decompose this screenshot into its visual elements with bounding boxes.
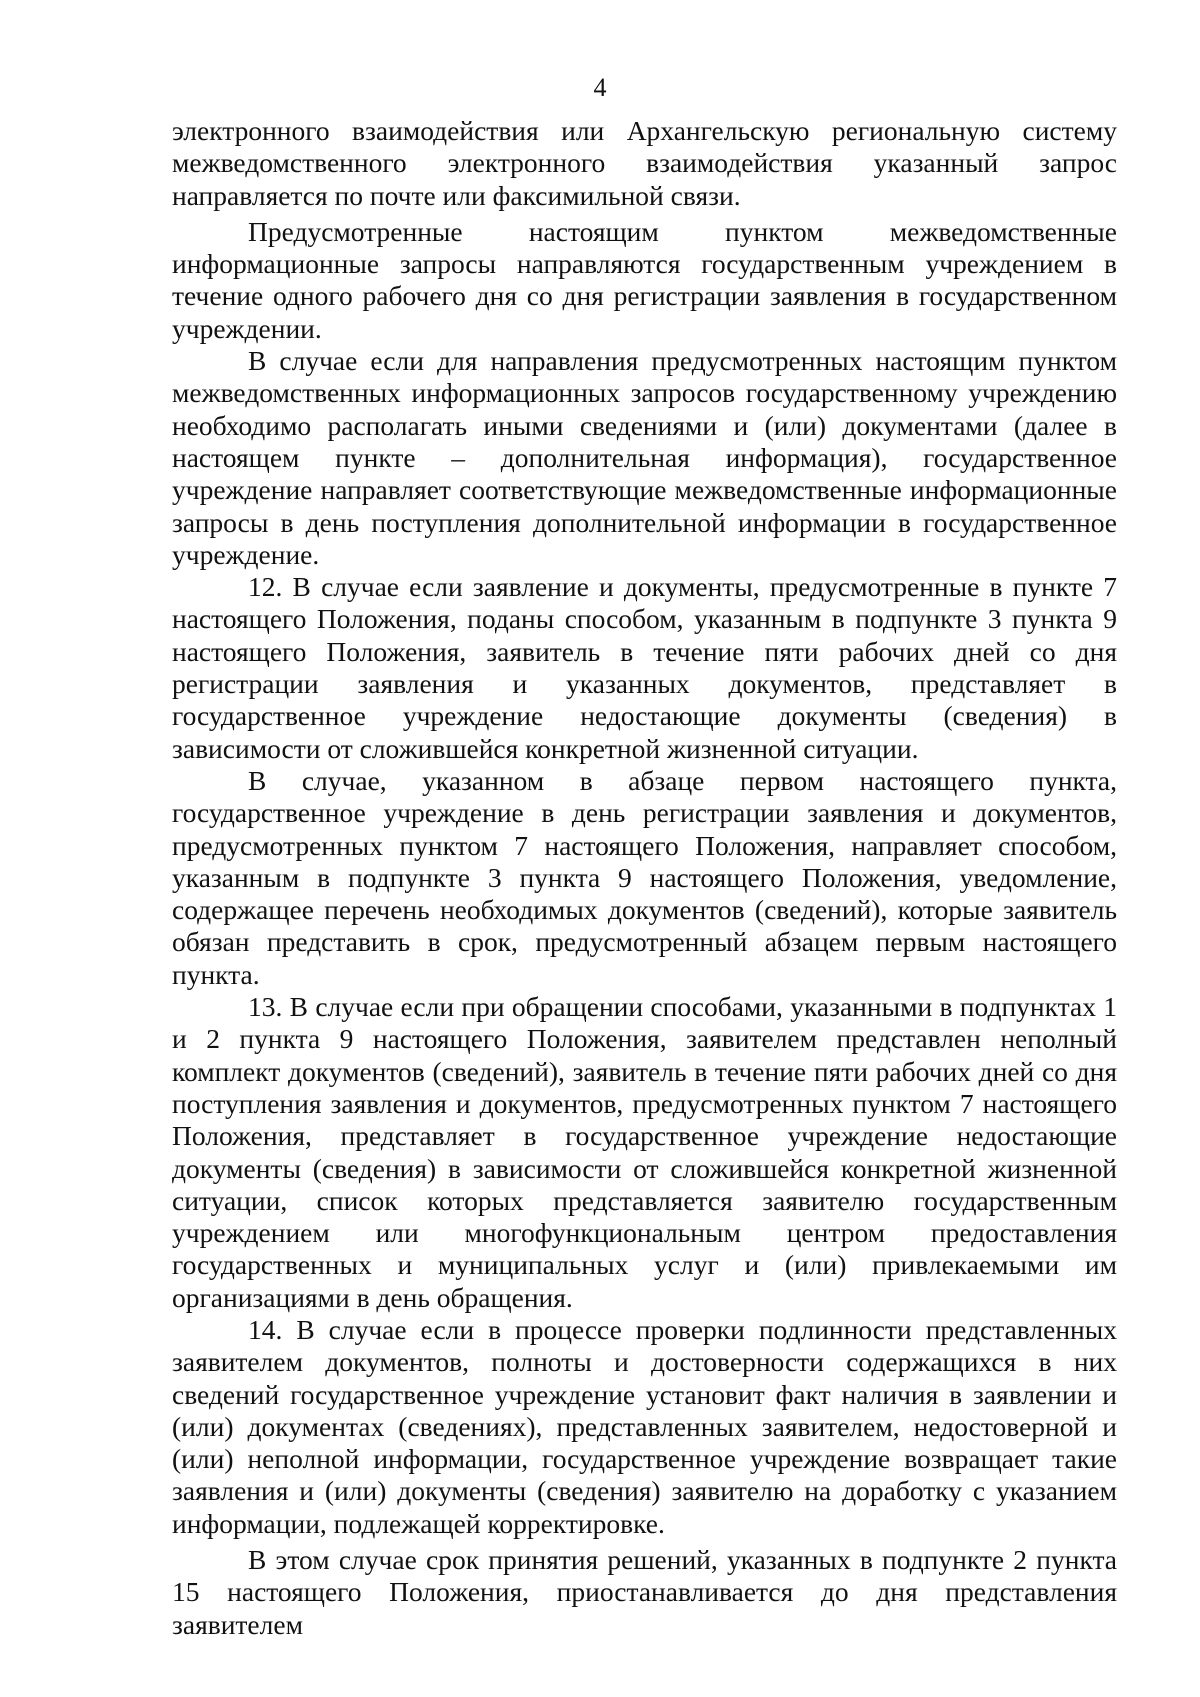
paragraph-continuation: электронного взаимодействия или Архангельскую региональную систему межведомственного электронного взаимодействия указанный запрос направляется по почте или факсимильной связи. bbox=[172, 115, 1117, 211]
paragraph: В случае, указанном в абзаце первом настоящего пункта, государственное учреждение в день регистрации заявления и документов, предусмотренных пунктом 7 настоящего Положения, направляет способом, указанным в подпункте 3 пункта 9 настоящего Положения, уведомление, содержащее перечень необходимых документов (сведений), которые заявитель обязан представить в срок, предусмотренный абзацем первым настоящего пункта. bbox=[172, 764, 1117, 990]
paragraph: Предусмотренные настоящим пунктом межведомственные информационные запросы направляются государственным учреждением в течение одного рабочего дня со дня регистрации заявления в государственном учреждении. bbox=[172, 215, 1117, 344]
paragraph: В этом случае срок принятия решений, указанных в подпункте 2 пункта 15 настоящего Положения, приостанавливается до дня представления заявителем bbox=[172, 1544, 1117, 1640]
page-number: 4 bbox=[593, 73, 607, 102]
paragraph-clause-13: 13. В случае если при обращении способами, указанными в подпунктах 1 и 2 пункта 9 настоящего Положения, заявителем представлен неполный комплект документов (сведений), заявитель в течение пяти рабочих дней со дня поступления заявления и документов, предусмотренных пунктом 7 настоящего Положения, представляет в государственное учреждение недостающие документы (сведения) в зависимости от сложившейся конкретной жизненной ситуации, список которых представляется заявителю государственным учреждением или многофункциональным центром предоставления государственных и муниципальных услуг и (или) привлекаемыми им организациями в день обращения. bbox=[172, 991, 1117, 1313]
document-body bbox=[172, 115, 1117, 1641]
paragraph-clause-14: 14. В случае если в процессе проверки подлинности представленных заявителем документов, полноты и достоверности содержащихся в них сведений государственное учреждение установит факт наличия в заявлении и (или) документах (сведениях), представленных заявителем, недостоверной и (или) неполной информации, государственное учреждение возвращает такие заявления и (или) документы (сведения) заявителю на доработку с указанием информации, подлежащей корректировке. bbox=[172, 1313, 1117, 1539]
paragraph: В случае если для направления предусмотренных настоящим пунктом межведомственных информационных запросов государственному учреждению необходимо располагать иными сведениями и (или) документами (далее в настоящем пункте – дополнительная информация), государственное учреждение направляет соответствующие межведомственные информационные запросы в день поступления дополнительной информации в государственное учреждение. bbox=[172, 345, 1117, 570]
paragraph-clause-12: 12. В случае если заявление и документы, предусмотренные в пункте 7 настоящего Положения, поданы способом, указанным в подпункте 3 пункта 9 настоящего Положения, заявитель в течение пяти рабочих дней со дня регистрации заявления и указанных документов, представляет в государственное учреждение недостающие документы (сведения) в зависимости от сложившейся конкретной жизненной ситуации. bbox=[172, 571, 1117, 764]
